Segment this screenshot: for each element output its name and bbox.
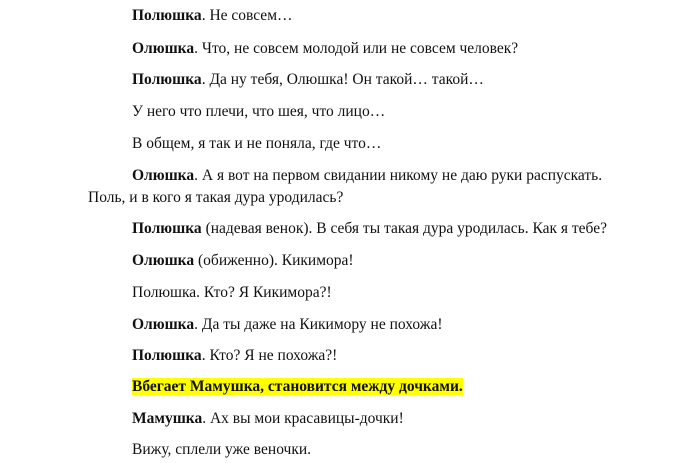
line-text: (надевая венок). В себя ты такая дура уродилась. Как я тебе? <box>201 220 607 237</box>
stage-direction <box>88 376 698 398</box>
highlighted-stage-direction: Вбегает Мамушка, становится между дочками. <box>132 378 463 395</box>
dialogue-line <box>88 165 698 209</box>
dialogue-line <box>88 38 698 60</box>
speaker-name: Полюшка <box>132 347 202 364</box>
dialogue-line <box>88 250 698 272</box>
line-text: . Ах вы мои красавицы-дочки! <box>202 410 404 427</box>
line-text: . Да ты даже на Кикимору не похожа! <box>194 316 443 333</box>
line-text: Полюшка. Кто? Я Кикимора?! <box>132 284 332 301</box>
speaker-name: Полюшка <box>132 7 202 24</box>
dialogue-line <box>88 314 698 336</box>
line-text: В общем, я так и не поняла, где что… <box>132 135 382 152</box>
line-text: . Кто? Я не похожа?! <box>201 347 338 364</box>
dialogue-line <box>88 439 698 461</box>
line-text: У него что плечи, что шея, что лицо… <box>132 103 386 120</box>
line-text: . Не совсем… <box>201 7 293 24</box>
dialogue-line <box>88 282 698 304</box>
dialogue-line <box>88 133 698 155</box>
line-text: . А я вот на первом свидании никому не даю руки распускать. <box>194 167 603 184</box>
line-text: Вижу, сплели уже веночки. <box>132 441 312 458</box>
speaker-name: Мамушка <box>132 410 203 427</box>
speaker-name: Полюшка <box>132 71 202 88</box>
line-text: . Что, не совсем молодой или не совсем человек? <box>194 40 519 57</box>
speaker-name: Олюшка <box>132 167 195 184</box>
dialogue-line <box>88 408 698 430</box>
speaker-name: Олюшка <box>132 252 195 269</box>
speaker-name: Полюшка <box>132 220 202 237</box>
line-continuation: Поль, и в кого я такая дура уродилась? <box>88 189 344 206</box>
dialogue-line <box>88 218 698 240</box>
speaker-name: Олюшка <box>132 40 195 57</box>
dialogue-line <box>88 101 698 123</box>
line-text: . Да ну тебя, Олюшка! Он такой… такой… <box>201 71 484 88</box>
dialogue-line <box>88 345 698 367</box>
dialogue-line <box>88 69 698 91</box>
line-text: (обиженно). Кикимора! <box>194 252 354 269</box>
dialogue-line <box>88 5 698 27</box>
speaker-name: Олюшка <box>132 316 195 333</box>
